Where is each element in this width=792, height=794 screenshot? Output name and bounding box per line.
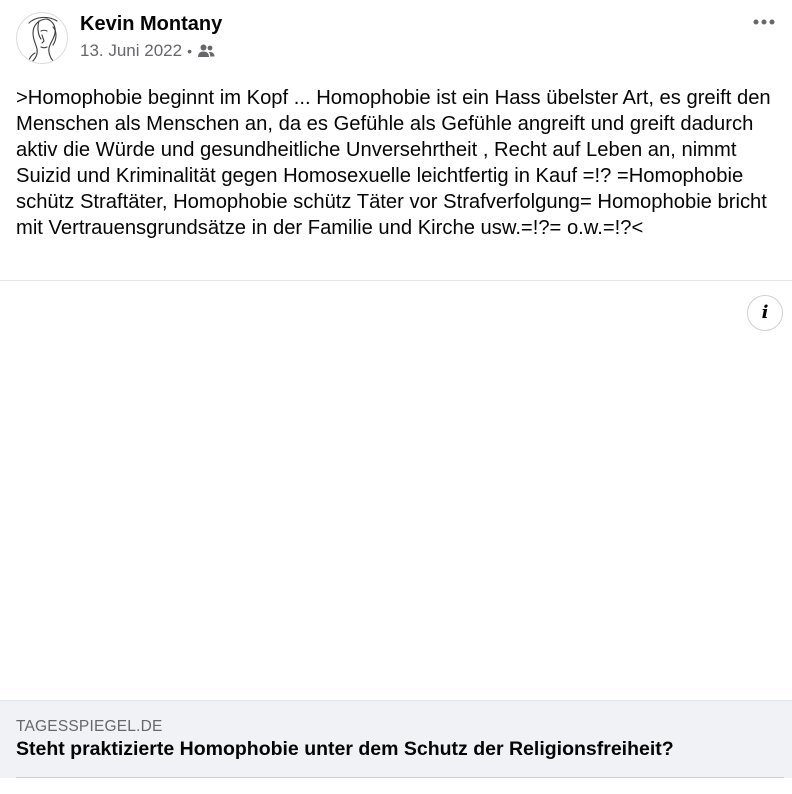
post-header xyxy=(0,0,792,80)
author-avatar[interactable] xyxy=(16,12,68,64)
info-icon: i xyxy=(761,302,769,323)
more-options-icon xyxy=(752,19,776,25)
bottom-divider xyxy=(16,777,784,778)
link-domain: TAGESSPIEGEL.DE xyxy=(16,718,163,735)
sketch-portrait-icon xyxy=(17,13,68,64)
author-name[interactable]: Kevin Montany xyxy=(80,13,223,35)
info-button[interactable] xyxy=(747,295,783,331)
friends-icon[interactable] xyxy=(197,43,215,59)
meta-separator: • xyxy=(187,43,192,59)
post-meta xyxy=(80,40,215,62)
post-date[interactable]: 13. Juni 2022 xyxy=(80,41,183,60)
link-preview[interactable] xyxy=(0,700,792,778)
more-options-button[interactable] xyxy=(744,8,784,36)
link-media-area[interactable] xyxy=(0,281,792,700)
post-text: >Homophobie beginnt im Kopf ... Homophobie ist ein Hass übelster Art, es greift den Menschen als Menschen an, da es Gefühle als Gefühle angreift und greift dadurch aktiv die Würde und gesundheitliche Unversehrtheit , Recht auf Leben an, nimmt Suizid und Kriminalität gegen Homosexuelle leichtfertig in Kauf =!? =Homophobie schütz Straftäter, Homophobie schütz Täter vor Strafverfolgung= Homophobie bricht mit Vertrauensgrundsätze in der Familie und Kirche usw.=!?= o.w.=!?< xyxy=(16,87,777,239)
link-title[interactable]: Steht praktizierte Homophobie unter dem Schutz der Religionsfreiheit? xyxy=(16,738,674,760)
